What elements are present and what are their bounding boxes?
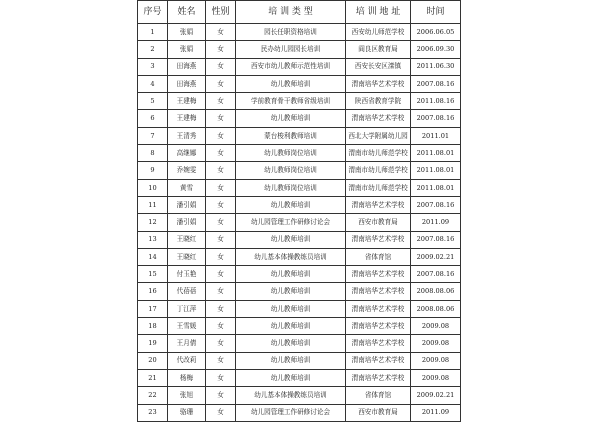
table-row	[138, 93, 461, 110]
cell-name: 代蓓蓓	[168, 283, 206, 300]
cell-number: 18	[138, 318, 168, 335]
cell-training-location: 渭南市幼儿师范学校	[346, 145, 411, 162]
cell-training-type: 幼儿教师培训	[236, 231, 346, 248]
cell-name: 王雪媛	[168, 318, 206, 335]
table-row	[138, 58, 461, 75]
cell-training-type: 幼儿教师岗位培训	[236, 162, 346, 179]
cell-time: 2011.08.16	[411, 93, 461, 110]
cell-training-type: 西安市幼儿教师示范性培训	[236, 58, 346, 75]
cell-name: 代改莉	[168, 352, 206, 369]
cell-number: 23	[138, 404, 168, 421]
cell-gender: 女	[206, 93, 236, 110]
cell-training-type: 蒙台梭利教师培训	[236, 127, 346, 144]
cell-number: 15	[138, 266, 168, 283]
cell-training-location: 西安市教育局	[346, 404, 411, 421]
cell-number: 3	[138, 58, 168, 75]
cell-training-location: 渭南培华艺术学校	[346, 110, 411, 127]
cell-time: 2006.09.30	[411, 41, 461, 58]
header-gender: 性别	[206, 1, 236, 24]
cell-gender: 女	[206, 283, 236, 300]
cell-time: 2011.09	[411, 404, 461, 421]
table-row	[138, 231, 461, 248]
cell-time: 2011.06.30	[411, 58, 461, 75]
cell-gender: 女	[206, 41, 236, 58]
cell-number: 7	[138, 127, 168, 144]
table-row	[138, 283, 461, 300]
cell-number: 11	[138, 196, 168, 213]
cell-name: 田海燕	[168, 75, 206, 92]
cell-time: 2009.08	[411, 318, 461, 335]
cell-number: 9	[138, 162, 168, 179]
table-row	[138, 162, 461, 179]
cell-number: 2	[138, 41, 168, 58]
table-row	[138, 387, 461, 404]
cell-training-location: 渭南培华艺术学校	[346, 283, 411, 300]
cell-time: 2008.08.06	[411, 283, 461, 300]
cell-training-type: 幼儿教师培训	[236, 335, 346, 352]
cell-gender: 女	[206, 24, 236, 41]
cell-gender: 女	[206, 127, 236, 144]
cell-training-location: 渭南培华艺术学校	[346, 335, 411, 352]
cell-number: 20	[138, 352, 168, 369]
table-row	[138, 196, 461, 213]
cell-training-type: 幼儿教师培训	[236, 283, 346, 300]
header-training-location: 培 训 地 址	[346, 1, 411, 24]
cell-number: 21	[138, 369, 168, 386]
cell-number: 5	[138, 93, 168, 110]
cell-name: 付玉艳	[168, 266, 206, 283]
table-row	[138, 404, 461, 421]
cell-training-location: 渭南培华艺术学校	[346, 196, 411, 213]
header-name: 姓名	[168, 1, 206, 24]
cell-name: 王清秀	[168, 127, 206, 144]
cell-number: 19	[138, 335, 168, 352]
cell-name: 潘引娟	[168, 196, 206, 213]
table-row	[138, 110, 461, 127]
header-training-type: 培 训 类 型	[236, 1, 346, 24]
cell-time: 2007.08.16	[411, 75, 461, 92]
cell-training-location: 西安长安区滦镇	[346, 58, 411, 75]
cell-training-type: 幼儿教师培训	[236, 196, 346, 213]
cell-training-type: 幼儿园管理工作研修讨论会	[236, 214, 346, 231]
cell-name: 王晓红	[168, 231, 206, 248]
cell-gender: 女	[206, 58, 236, 75]
cell-name: 王晓红	[168, 248, 206, 265]
cell-gender: 女	[206, 318, 236, 335]
table-row	[138, 127, 461, 144]
cell-gender: 女	[206, 404, 236, 421]
cell-gender: 女	[206, 231, 236, 248]
cell-training-location: 渭南培华艺术学校	[346, 369, 411, 386]
table-row	[138, 266, 461, 283]
cell-training-location: 渭南市幼儿师范学校	[346, 162, 411, 179]
cell-gender: 女	[206, 162, 236, 179]
cell-time: 2011.08.01	[411, 179, 461, 196]
cell-training-location: 渭南培华艺术学校	[346, 300, 411, 317]
cell-gender: 女	[206, 75, 236, 92]
cell-training-type: 民办幼儿园园长培训	[236, 41, 346, 58]
cell-name: 张娟	[168, 41, 206, 58]
cell-time: 2009.08	[411, 352, 461, 369]
cell-training-type: 幼儿教师培训	[236, 318, 346, 335]
header-time: 时间	[411, 1, 461, 24]
cell-time: 2009.08	[411, 335, 461, 352]
cell-time: 2009.02.21	[411, 248, 461, 265]
cell-training-location: 渭南市幼儿师范学校	[346, 179, 411, 196]
cell-training-location: 西北大学附属幼儿园	[346, 127, 411, 144]
header-number: 序号	[138, 1, 168, 24]
cell-name: 张旭	[168, 387, 206, 404]
cell-gender: 女	[206, 214, 236, 231]
cell-training-location: 西安市教育局	[346, 214, 411, 231]
cell-name: 潘引娟	[168, 214, 206, 231]
cell-number: 22	[138, 387, 168, 404]
table-header-row	[138, 1, 461, 24]
cell-training-location: 渭南培华艺术学校	[346, 266, 411, 283]
cell-time: 2011.01	[411, 127, 461, 144]
cell-time: 2009.08	[411, 369, 461, 386]
cell-training-type: 幼儿教师培训	[236, 369, 346, 386]
cell-number: 1	[138, 24, 168, 41]
cell-time: 2007.08.16	[411, 196, 461, 213]
cell-training-type: 幼儿基本体操教练员培训	[236, 248, 346, 265]
cell-training-type: 幼儿基本体操教练员培训	[236, 387, 346, 404]
cell-name: 王建梅	[168, 93, 206, 110]
cell-time: 2011.08.01	[411, 162, 461, 179]
cell-training-location: 陕西省教育学院	[346, 93, 411, 110]
cell-number: 8	[138, 145, 168, 162]
cell-time: 2007.08.16	[411, 231, 461, 248]
table-row	[138, 248, 461, 265]
cell-time: 2009.02.21	[411, 387, 461, 404]
cell-name: 骆珊	[168, 404, 206, 421]
cell-gender: 女	[206, 387, 236, 404]
cell-name: 高继娜	[168, 145, 206, 162]
cell-number: 4	[138, 75, 168, 92]
cell-number: 6	[138, 110, 168, 127]
cell-training-type: 园长任职资格培训	[236, 24, 346, 41]
cell-training-type: 幼儿教师培训	[236, 352, 346, 369]
table-row	[138, 75, 461, 92]
cell-training-type: 幼儿教师培训	[236, 300, 346, 317]
cell-training-location: 阎良区教育局	[346, 41, 411, 58]
table-row	[138, 24, 461, 41]
cell-time: 2011.09	[411, 214, 461, 231]
table-row	[138, 369, 461, 386]
cell-gender: 女	[206, 335, 236, 352]
cell-name: 张娟	[168, 24, 206, 41]
cell-gender: 女	[206, 110, 236, 127]
training-records-table	[137, 0, 461, 422]
cell-time: 2007.08.16	[411, 110, 461, 127]
cell-gender: 女	[206, 300, 236, 317]
cell-name: 王建梅	[168, 110, 206, 127]
cell-training-location: 渭南培华艺术学校	[346, 75, 411, 92]
cell-name: 黄雪	[168, 179, 206, 196]
cell-training-type: 幼儿教师培训	[236, 266, 346, 283]
table-row	[138, 145, 461, 162]
table-row	[138, 179, 461, 196]
cell-training-type: 幼儿教师培训	[236, 110, 346, 127]
table-row	[138, 318, 461, 335]
cell-time: 2011.08.01	[411, 145, 461, 162]
cell-gender: 女	[206, 196, 236, 213]
cell-training-location: 省体育馆	[346, 387, 411, 404]
cell-number: 16	[138, 283, 168, 300]
cell-training-type: 幼儿园管理工作研修讨论会	[236, 404, 346, 421]
cell-name: 王月倩	[168, 335, 206, 352]
cell-gender: 女	[206, 369, 236, 386]
cell-gender: 女	[206, 266, 236, 283]
cell-time: 2007.08.16	[411, 266, 461, 283]
cell-number: 12	[138, 214, 168, 231]
cell-training-location: 西安幼儿师范学校	[346, 24, 411, 41]
table-row	[138, 214, 461, 231]
cell-number: 14	[138, 248, 168, 265]
cell-training-type: 幼儿教师岗位培训	[236, 145, 346, 162]
cell-time: 2006.06.05	[411, 24, 461, 41]
cell-name: 田海燕	[168, 58, 206, 75]
cell-gender: 女	[206, 145, 236, 162]
table-row	[138, 335, 461, 352]
cell-gender: 女	[206, 352, 236, 369]
cell-number: 17	[138, 300, 168, 317]
cell-training-type: 幼儿教师培训	[236, 75, 346, 92]
cell-name: 丁江萍	[168, 300, 206, 317]
cell-gender: 女	[206, 179, 236, 196]
cell-training-location: 省体育馆	[346, 248, 411, 265]
cell-training-type: 学前教育骨干教师省级培训	[236, 93, 346, 110]
cell-training-type: 幼儿教师岗位培训	[236, 179, 346, 196]
table-row	[138, 41, 461, 58]
cell-gender: 女	[206, 248, 236, 265]
cell-number: 10	[138, 179, 168, 196]
table-row	[138, 300, 461, 317]
cell-training-location: 渭南培华艺术学校	[346, 352, 411, 369]
cell-training-location: 渭南培华艺术学校	[346, 318, 411, 335]
cell-name: 杨梅	[168, 369, 206, 386]
cell-time: 2008.08.06	[411, 300, 461, 317]
table-row	[138, 352, 461, 369]
cell-name: 乔婉雯	[168, 162, 206, 179]
cell-training-location: 渭南培华艺术学校	[346, 231, 411, 248]
cell-number: 13	[138, 231, 168, 248]
